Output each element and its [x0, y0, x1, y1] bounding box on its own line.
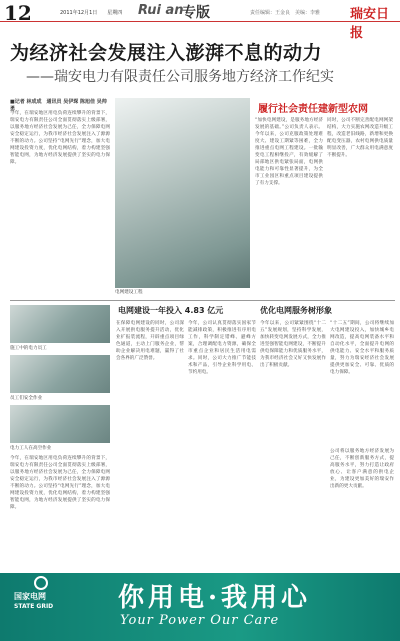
- subheadline: ——瑞安电力有限责任公司服务地方经济工作纪实: [26, 69, 334, 85]
- main-photo-power-workers: [115, 98, 250, 288]
- article-column-left-bottom: [10, 455, 110, 570]
- special-edition-label: 专版: [182, 5, 210, 21]
- column-text: 在保障电网建设的同时，公司深入开展供电服务提升活动，优化业扩报装流程，开辟重点项目绿色通道，主动上门服务企业，帮助企业解决用电难题，赢得了社会各界的广泛赞誉。: [116, 321, 184, 361]
- article-column-6: [260, 320, 326, 570]
- section-title-investment: 电网建设一年投入 4.83 亿元: [118, 306, 224, 315]
- article-column-2: [255, 117, 323, 297]
- column-text: 公司将以服务地方经济发展为己任，不断创新服务方式，提高服务水平，努力打造让政府放心、让客户满意的供电企业，为建设更加美好的瑞安作出新的更大贡献。: [330, 449, 394, 489]
- section-title-service: 优化电网服务树形象: [260, 306, 332, 315]
- photo-1: [10, 305, 110, 343]
- photo-caption-3: 电力工人在高空作业: [10, 446, 52, 451]
- main-headline: 为经济社会发展注入澎湃不息的动力: [10, 42, 323, 64]
- column-text: 今年，在瑞安地区用电负荷连续攀升的背景下，瑞安电力有限责任公司全面贯彻落实上级部署，以服务地方经济社会发展为己任，全力保障电网安全稳定运行，为我市经济社会发展注入了源源不断的动力。公司坚持“电网先行”理念，加大电网建设投资力度，优化电网结构，着力构建坚强智能电网，为地方经济发展提供了坚实的电力保障。: [10, 111, 110, 165]
- article-column-4: [116, 320, 184, 570]
- state-grid-name-en: STATE GRID: [14, 603, 54, 610]
- masthead: [0, 0, 400, 41]
- page-number: 12: [4, 1, 32, 25]
- article-column-7: [330, 320, 394, 445]
- state-grid-name-cn: 国家电网: [14, 592, 46, 601]
- article-column-8: [330, 448, 394, 570]
- footer-slogan-en: Your Power Our Care: [120, 613, 280, 628]
- article-column-1: [10, 110, 110, 300]
- column-text: 同时，公司不断完善配电网网架结构，大力实施农网改造升级工程，改造老旧线路，新增和更换配电变压器，农村电网供电质量明显改善，广大群众用电满意度不断提升。: [327, 118, 393, 158]
- staff-line: 责任编辑：王金良 美编：李雅: [250, 10, 321, 16]
- article-column-5: [188, 320, 256, 570]
- photo-caption-1: 施工中的电力员工: [10, 346, 47, 351]
- main-photo-caption: 电网建设工程: [115, 290, 143, 295]
- photo-2: [10, 355, 110, 393]
- section-divider: [10, 300, 395, 301]
- column-text: 今年以来，公司紧紧围绕“十二五”发展规划，坚持科学发展，加快转变电网发展方式，全力推进坚强智能电网建设，不断提升供电保障能力和优质服务水平，为我市经济社会又好又快发展作出了积极贡献。: [260, 321, 326, 368]
- footer-banner: [0, 573, 400, 641]
- footer-slogan: 你用电·我用心: [118, 583, 312, 613]
- photo-caption-2: 员工们安全作业: [10, 396, 43, 401]
- byline: ■记者 林成成 通讯员 吴伊琛 陈旭佳 吴帅勇: [10, 99, 107, 112]
- state-grid-logo-icon: [34, 576, 48, 590]
- newspaper-logo: 瑞安日报: [350, 7, 390, 41]
- section-title-social-responsibility: 履行社会责任建新型农网: [258, 104, 368, 115]
- date-line: 2011年12月1日 星期四: [60, 10, 123, 16]
- column-text: “十二五”期间，公司将继续加大电网建设投入，加快城乡电网改造，提高电网装备水平和自动化水平，全面提升电网的供电能力、安全水平和服务质量，努力为瑞安经济社会发展提供更加安全、可靠、优质的电力保障。: [330, 321, 394, 375]
- column-text: 今年，在瑞安地区用电负荷连续攀升的背景下，瑞安电力有限责任公司全面贯彻落实上级部署，以服务地方经济社会发展为己任，全力保障电网安全稳定运行，为我市经济社会发展注入了源源不断的动力。公司坚持“电网先行”理念，加大电网建设投资力度，优化电网结构，着力构建坚强智能电网，为地方经济发展提供了坚实的电力保障。: [10, 456, 110, 510]
- article-column-3: [327, 117, 393, 297]
- column-text: “加快电网建设，是服务地方经济发展的基础。”公司负责人表示。今年以来，公司克服政策处理难度大、建设工期紧等困难，全力推进重点电网工程建设。一批输变电工程相继投产，有效缓解了局部地区供电紧张局面，电网供电能力和可靠性显著提升，为全市工业园区和重点项目建设提供了有力支撑。: [255, 118, 323, 186]
- column-text: 今年，公司认真贯彻落实国家节能减排政策，积极推进有序用电工作，科学制定错峰、避峰方案，合理调配电力资源，确保全市重点企业和居民生活用电需求。同时，公司大力推广节能技术和产品，引导企业科学用电、节约用电。: [188, 321, 256, 375]
- photo-3: [10, 405, 110, 443]
- ruian-label: Rui an: [138, 3, 184, 18]
